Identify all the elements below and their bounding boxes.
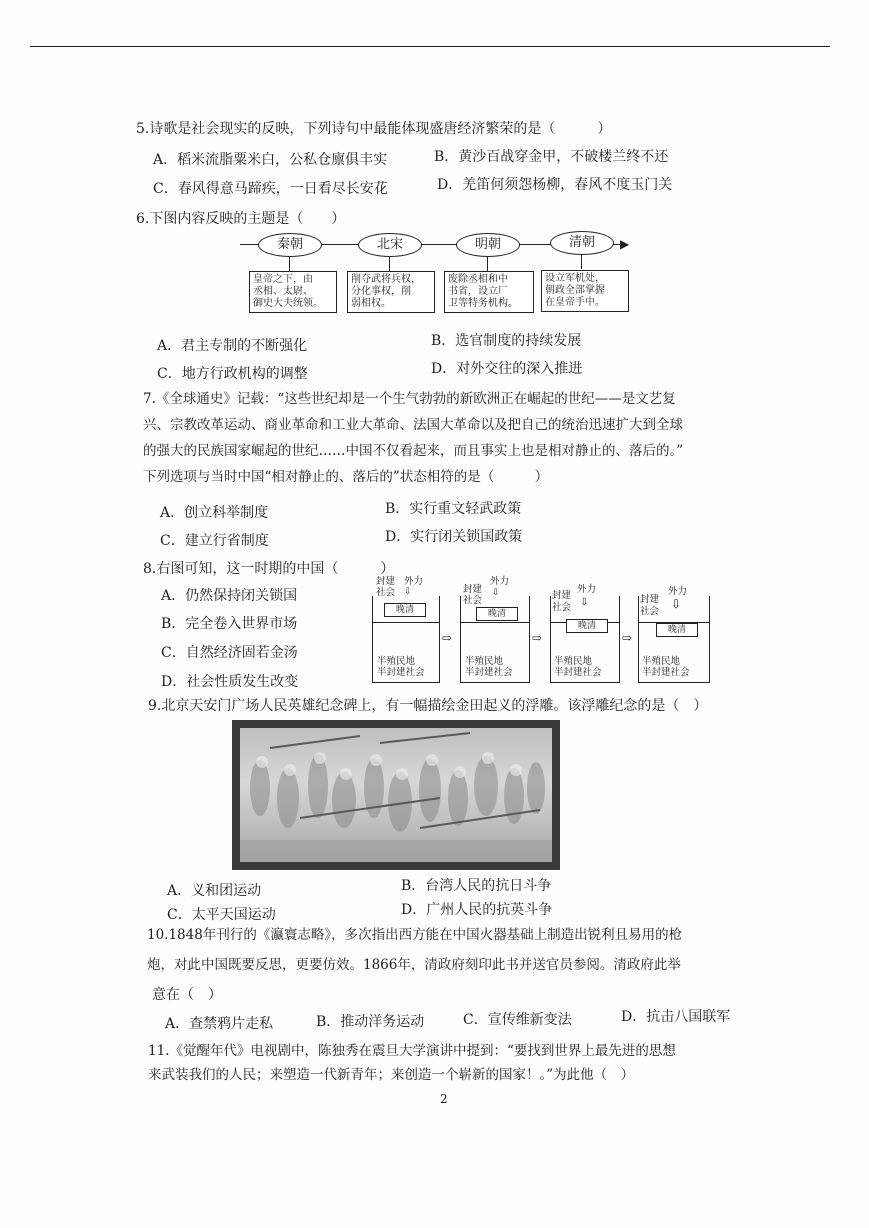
q10-line-3: 意在（ ）: [152, 987, 222, 1003]
box-line: 朝政全部掌握: [545, 285, 605, 296]
feudal-label: 封建: [376, 576, 396, 587]
down-arrow-icon: ⇩: [580, 597, 589, 608]
q7-line-3: 的强大的民族国家崛起的世纪……中国不仅看起来，而且事实上也是相对静止的、落后的。”: [143, 443, 684, 459]
right-arrow-icon: ⇨: [442, 631, 453, 645]
q6-option-a: A．君主专制的不断强化: [157, 338, 308, 354]
q8-option-c: C．自然经济固若金汤: [161, 645, 298, 661]
q10-option-a: A．查禁鸦片走私: [165, 1016, 274, 1032]
down-arrow-icon: ⇩: [492, 588, 500, 598]
q7-line-1: 7.《全球通史》记载：“这些世纪却是一个生气勃勃的新欧洲正在崛起的世纪——是文艺复: [143, 391, 676, 407]
box-line: 设立军机处，: [545, 273, 605, 284]
q6-stem: 6.下图内容反映的主题是（ ）: [136, 211, 346, 227]
box-line: 分化事权，削: [351, 286, 411, 297]
q11-line-1: 11.《觉醒年代》电视剧中，陈独秀在震旦大学演讲中提到：“要找到世界上最先进的思想: [148, 1043, 676, 1059]
down-arrow-icon: ⇩: [671, 597, 682, 611]
feudal-label: 社会: [552, 602, 572, 613]
box-line: 丞相、太尉、: [253, 286, 313, 297]
late-qing-block: 晚清: [656, 623, 698, 637]
q8-stem: 8.右图可知，这一时期的中国（ ）: [143, 561, 395, 577]
node-ming: 明朝: [456, 233, 520, 257]
connector: [487, 257, 488, 271]
q9-stem: 9.北京天安门广场人民英雄纪念碑上，有一幅描绘金田起义的浮雕。该浮雕纪念的是（ ）: [148, 698, 708, 714]
q9-option-b: B．台湾人民的抗日斗争: [401, 878, 552, 894]
feudal-label: 封建: [552, 590, 572, 601]
q9-option-a: A．义和团运动: [167, 883, 262, 899]
q7-line-2: 兴、宗教改革运动、商业革命和工业大革命、法国大革命以及把自己的统治迅速扩大到全球: [143, 417, 683, 433]
q5-option-b: B．黄沙百战穿金甲，不破楼兰终不还: [434, 149, 669, 165]
right-arrow-icon: ⇨: [532, 631, 543, 645]
force-label: 外力: [404, 576, 424, 587]
force-label: 外力: [490, 576, 510, 587]
semi-label: 半殖民地: [554, 656, 593, 667]
semi-label: 半殖民地: [642, 656, 681, 667]
node-qin: 秦朝: [258, 233, 322, 257]
box-line: 弱相权。: [351, 298, 391, 309]
semi-label: 半殖民地: [465, 656, 504, 667]
q10-option-d: D．抗击八国联军: [621, 1009, 731, 1025]
semi-label: 半殖民地: [377, 656, 416, 667]
connector: [581, 255, 582, 269]
late-qing-block: 晚清: [384, 603, 426, 617]
q9-option-d: D．广州人民的抗英斗争: [401, 902, 553, 918]
q7-option-c: C．建立行省制度: [160, 533, 269, 549]
box-line: 在皇帝手中。: [545, 297, 605, 308]
box-line: 卫等特务机构。: [448, 298, 518, 309]
semi-label: 半封建社会: [642, 667, 690, 678]
timeline-arrow-icon: ▶: [620, 237, 630, 251]
feudal-label: 社会: [463, 595, 483, 606]
semi-label: 半封建社会: [554, 667, 602, 678]
right-arrow-icon: ⇨: [622, 631, 633, 645]
box-line: 削夺武将兵权，: [351, 274, 421, 285]
q8-option-d: D．社会性质发生改变: [161, 674, 299, 690]
q6-option-d: D．对外交往的深入推进: [431, 361, 583, 377]
header-rule: [30, 46, 830, 47]
q10-line-2: 炮，对此中国既要反思，更要仿效。1866年，清政府刻印此书并送官员参阅。清政府此举: [147, 957, 681, 973]
box-line: 皇帝之下，由: [253, 274, 313, 285]
feudal-label: 社会: [640, 606, 660, 617]
box-line: 废除丞相和中: [448, 274, 508, 285]
connector: [289, 257, 290, 271]
q5-option-c: C．春风得意马蹄疾，一日看尽长安花: [153, 181, 388, 197]
q8-option-b: B．完全卷入世界市场: [161, 616, 298, 632]
late-qing-block: 晚清: [476, 607, 518, 621]
semi-label: 半封建社会: [465, 667, 513, 678]
q10-line-1: 10.1848年刊行的《瀛寰志略》，多次指出西方能在中国火器基础上制造出锐利且易用的枪: [147, 927, 683, 943]
q8-option-a: A．仍然保持闭关锁国: [161, 588, 298, 604]
q10-option-b: B．推动洋务运动: [316, 1014, 425, 1030]
node-northern-song: 北宋: [358, 233, 422, 257]
q5-option-d: D．羌笛何须怨杨柳，春风不度玉门关: [437, 177, 673, 193]
feudal-label: 社会: [376, 587, 396, 598]
q9-option-c: C．太平天国运动: [167, 907, 276, 923]
feudal-label: 封建: [640, 594, 660, 605]
q10-option-c: C．宣传维新变法: [463, 1012, 572, 1028]
song-box: [347, 271, 435, 313]
page-number: 2: [440, 1092, 448, 1106]
relief-figures: [240, 728, 552, 862]
force-label: 外力: [577, 584, 597, 595]
divider: [373, 622, 439, 623]
q7-line-4: 下列选项与当时中国“相对静止的、落后的”状态相符的是（ ）: [143, 469, 549, 485]
force-label: 外力: [668, 586, 688, 597]
q6-option-b: B．选官制度的持续发展: [431, 333, 582, 349]
q7-option-a: A．创立科举制度: [160, 505, 269, 521]
ming-box: [444, 271, 534, 313]
box-line: 书省，设立厂: [448, 286, 508, 297]
box-line: 御史大夫统领。: [253, 298, 323, 309]
divider: [461, 622, 529, 623]
feudal-label: 封建: [463, 584, 483, 595]
q6-option-c: C．地方行政机构的调整: [157, 366, 308, 382]
jintian-uprising-relief-image: [232, 720, 560, 870]
q11-line-2: 来武装我们的人民；来塑造一代新青年；来创造一个崭新的国家！。”为此他（ ）: [148, 1067, 635, 1083]
down-arrow-icon: ⇩: [404, 587, 412, 597]
semi-label: 半封建社会: [377, 667, 425, 678]
q5-stem: 5.诗歌是社会现实的反映，下列诗句中最能体现盛唐经济繁荣的是（ ）: [136, 121, 612, 137]
late-qing-block: 晚清: [566, 619, 608, 633]
qin-box: [249, 271, 337, 313]
q5-option-a: A．稻米流脂粟米白，公私仓廪俱丰实: [153, 152, 388, 168]
connector: [389, 257, 390, 271]
node-qing: 清朝: [550, 231, 614, 255]
q7-option-d: D．实行闭关锁国政策: [385, 529, 523, 545]
qing-box: [541, 270, 629, 312]
q7-option-b: B．实行重文轻武政策: [385, 501, 522, 517]
